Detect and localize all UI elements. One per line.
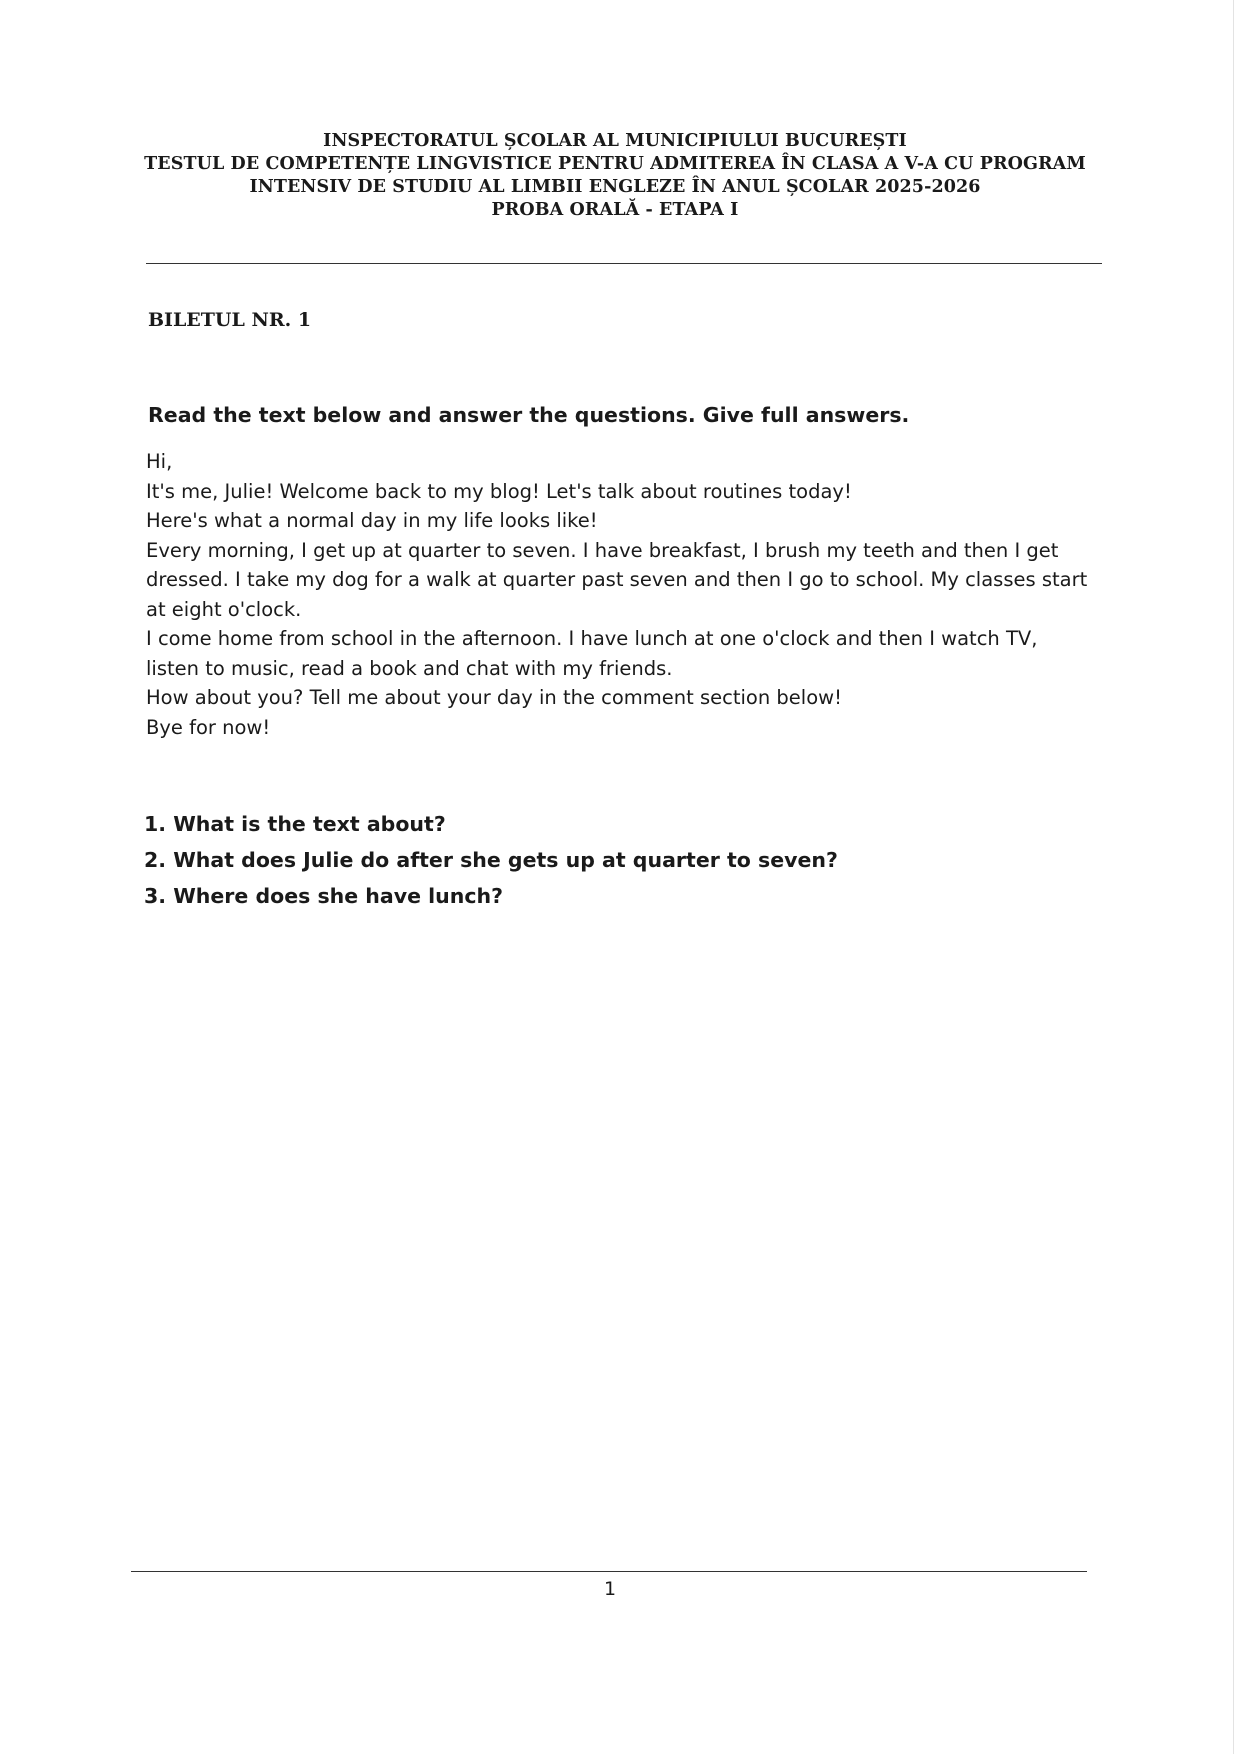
question-item: 2. What does Julie do after she gets up at quarter to seven? (144, 848, 838, 872)
text-paragraph-4: I come home from school in the afternoon. I have lunch at one o'clock and then I watch TV, listen to music, read a book and chat with my friends. (146, 627, 1038, 680)
text-paragraph-5: How about you? Tell me about your day in the comment section below! (146, 686, 842, 709)
footer-divider (131, 1571, 1087, 1572)
question-item: 1. What is the text about? (144, 812, 446, 836)
header-divider (146, 263, 1102, 264)
task-instruction: Read the text below and answer the questions. Give full answers. (148, 403, 910, 427)
reading-text (146, 447, 1096, 742)
header-line-2: TESTUL DE COMPETENȚE LINGVISTICE PENTRU ADMITEREA ÎN CLASA A V-A CU PROGRAM (144, 154, 1086, 174)
text-greeting: Hi, (146, 450, 173, 473)
ticket-title: BILETUL NR. 1 (148, 309, 312, 331)
header-line-4: PROBA ORALĂ - ETAPA I (491, 200, 739, 220)
text-paragraph-2: Here's what a normal day in my life looks like! (146, 509, 598, 532)
header-line-3: INTENSIV DE STUDIU AL LIMBII ENGLEZE ÎN ANUL ȘCOLAR 2025-2026 (249, 177, 981, 197)
document-header (130, 130, 1100, 222)
page-number: 1 (603, 1578, 617, 1600)
question-list (144, 806, 838, 914)
text-paragraph-1: It's me, Julie! Welcome back to my blog! Let's talk about routines today! (146, 479, 852, 503)
text-paragraph-3: Every morning, I get up at quarter to seven. I have breakfast, I brush my teeth and then I get dressed. I take my dog for a walk at quarter past seven and then I go to school. My classes start at eight o'clock. (146, 538, 1088, 621)
question-item: 3. Where does she have lunch? (144, 884, 503, 908)
header-line-1: INSPECTORATUL ȘCOLAR AL MUNICIPIULUI BUCUREȘTI (323, 131, 907, 151)
scan-edge-line (1233, 0, 1234, 1754)
text-closing: Bye for now! (146, 715, 271, 739)
